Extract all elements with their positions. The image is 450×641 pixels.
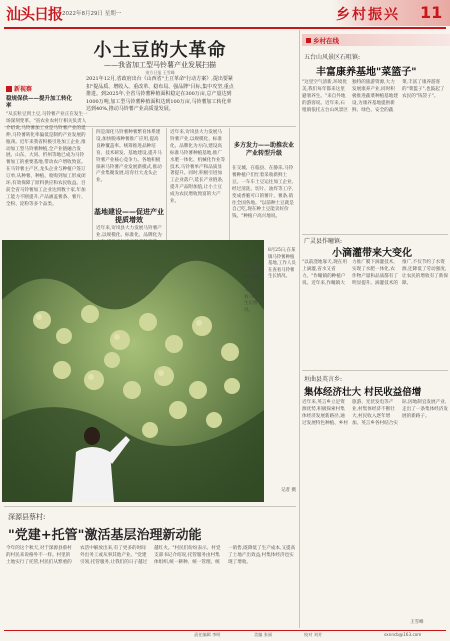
photo-caption: 8月25日,在某镇马铃薯种植基地,工作人员在查看马铃薯生长情况。 xyxy=(244,262,264,313)
page-footer xyxy=(4,630,446,641)
story-3-kicker: 垣曲县英言乡: xyxy=(304,376,343,383)
story-2-headline: 小滴灌带来大变化 xyxy=(332,248,412,259)
page-number: 11 xyxy=(420,3,443,22)
section-kicker xyxy=(6,84,32,93)
column-rule xyxy=(92,128,93,240)
middle-subhead-1: 基地建设——促进产业提质增效 xyxy=(94,207,164,224)
middle-story-body-top: 四是深化马铃薯种薯繁育体系建设,加快脱毒种薯推广应用,提高良种覆盖率。统筹推进品种培育、技术研发、基地建设,提升马铃薯产业核心竞争力。各地积极探索马铃薯产业发展新模式,推动产业集聚发展,培育壮大龙头企业。 xyxy=(96,130,162,184)
column-band-text: 乡村在线 xyxy=(313,37,339,45)
divider xyxy=(4,506,296,507)
footer-layout: 美编 张丽 xyxy=(254,632,273,637)
lead-headline: 小土豆的大革命 xyxy=(93,40,227,61)
bottom-story-kicker: 深源县蔡村: xyxy=(8,513,46,521)
lead-subhead: ——我省加工型马铃薯产业发展扫描 xyxy=(104,61,216,69)
column-band-label xyxy=(306,36,339,45)
story-1-headline: 丰富康养基地"菜篮子" xyxy=(316,67,417,78)
story-3-author: 王雪峰 xyxy=(410,620,424,625)
footer-proof: 校对 刘芳 xyxy=(304,632,323,637)
story-3-body: 近年来,英言乡立足资源优势,积极探索村集体经济发展新路径,通过发展特色种植、乡村旅游、光伏发电等产业,村集体经济不断壮大,村民收入逐年增加。英言乡各村结合实际,因地制宜发展产业,走出了一条集体经济发展的新路子。 xyxy=(302,400,448,426)
section-title: 乡村振兴 xyxy=(336,7,400,23)
middle-subhead-2: 多方发力——助推农业产业转型升级 xyxy=(233,142,294,157)
story-3-headline: 集体经济壮大 村民收益倍增 xyxy=(304,387,422,398)
photo-credit: 记者 摄 xyxy=(281,488,296,493)
left-story-body: "从长粒豆到土豆,马铃薯产业正在发生一场深刻变革。"省农业农村厅相关负责人介绍说,马铃薯加工业是马铃薯产业的延伸,马铃薯转化率偏低是制约产业发展的瓶颈。近年来我省积极引进加工企业,推动加工型马铃薯种植,全产业链融合发展。山东、大同、忻州等地已成为马铃薯加工的重要基地,带动农户增收致富。在马铃薯主产区,龙头企业与种植户签订订单,从种薯、种植、收购到加工形成闭环,有效保障了原料供应和农民收益。目前全省马铃薯加工企业达到数十家,年加工能力不断提升,产品涵盖薯条、薯片、全粉、淀粉等多个品类。 xyxy=(6,112,88,207)
photo-caption-column: 8月25日,在某镇马铃薯种植基地,工作人员在查看马铃薯生长情况。 xyxy=(268,248,296,280)
divider xyxy=(302,370,448,371)
footer-editor: 责任编辑 李明 xyxy=(194,632,221,637)
square-bullet-icon xyxy=(306,38,311,43)
bottom-story-headline: "党建+托管"激活基层治理新动能 xyxy=(8,528,202,543)
lead-intro: 2021年12月,省政府出台《山西省"土豆革命"行动方案》,提出要紧扣"提品质、增收入、重改革、稳布局、强品牌"目标,集中攻坚,重点推进。到2025年,全省马铃薯种植面积稳定在300万亩,总产量达到1000万吨,加工型马铃薯种植面积达到100万亩,马铃薯加工转化率达到40%,推动马铃薯产业高质量发展。 xyxy=(86,76,234,113)
divider xyxy=(302,234,448,235)
section-kicker-label: 新视察 xyxy=(14,86,33,93)
story-1-kicker: 五台山风景区石咀镇: xyxy=(304,54,361,61)
farm-scene-illustration xyxy=(2,240,264,502)
footer-email: sxnncb@163.com xyxy=(384,632,422,637)
header-rule xyxy=(4,27,446,29)
lead-byline: 南方日报 王雪峰 xyxy=(145,70,175,75)
square-bullet-icon xyxy=(6,86,12,92)
story-2-body: "以前浇地靠天,现在用上滴灌,省水又省力。"作疃镇的种植户说。近年来,作疃镇大力推广膜下滴灌技术,实现了水肥一体化,农作物产量和品质都有了明显提升。滴灌技术的推广,不仅节约了水资源,还降低了劳动强度,让农民的增收有了新保障。 xyxy=(302,260,448,286)
column-rule xyxy=(299,30,300,628)
issue-date: 2022年8月29日 星期一 xyxy=(62,11,122,17)
column-rule xyxy=(166,128,167,240)
story-2-kicker: 广灵县作疃镇: xyxy=(304,238,343,245)
column-rule xyxy=(229,128,230,240)
left-story-headline: 稳规保供——提升加工转化率 xyxy=(6,96,73,109)
page-header xyxy=(0,0,450,28)
bottom-story-body: 今年的这个秋天,对于深源县蔡村的村民来说格外不一样。村里的土地实行了托管,村民们从繁重的农活中解放出来,有了更多的时间外出务工或从事其他产业。"党建引领,托管服务,让我们的日子越过越红火。"村民们纷纷表示。村党支部书记介绍说,托管服务由村集体组织,统一耕种、统一管理、统一销售,既降低了生产成本,又提高了土地产出效益,村集体经济也实现了增收。 xyxy=(6,546,296,565)
middle-story-body-1: 近年来,岢岚县大力发展马铃薯产业,以规模化、标准化、品牌化为 xyxy=(96,226,162,238)
newspaper-logo: 汕头日报 xyxy=(6,5,63,23)
middle-story-body-3: 在交城、在临县、在静乐,马铃薯种植户们忙着采收新鲜土豆。一车车土豆运往加工企业,经过清洗、切片、油炸等工序,变成香脆可口的薯片、薯条,销往全国各地。"以前种土豆就是自己吃,现在种土豆能卖好价钱。"种植户高兴地说。 xyxy=(232,166,294,220)
middle-story-body-2: 近年来,岢岚县大力发展马铃薯产业,以规模化、标准化、品牌化为方向,建设高标准马铃薯种植基地,推广水肥一体化、机械化作业等技术,马铃薯单产和品质显著提升。同时,积极引进加工企业落户,延长产业链条,提升产品附加值,让小土豆成为农民增收致富的大产业。 xyxy=(170,130,226,205)
story-1-body: "这里空气清新,环境优美,我们每年都来这里避暑养生。"来自外地的游客说。近年来,石咀镇依托五台山风景区独特的旅游资源,大力发展康养产业,同时积极推进蔬菜种植基地建设,为康养基地提供新鲜、绿色、安全的蔬菜,丰富了康养游客的"菜篮子",也鼓起了农民的"钱袋子"。 xyxy=(302,80,445,113)
potato-farm-photo xyxy=(2,240,264,502)
